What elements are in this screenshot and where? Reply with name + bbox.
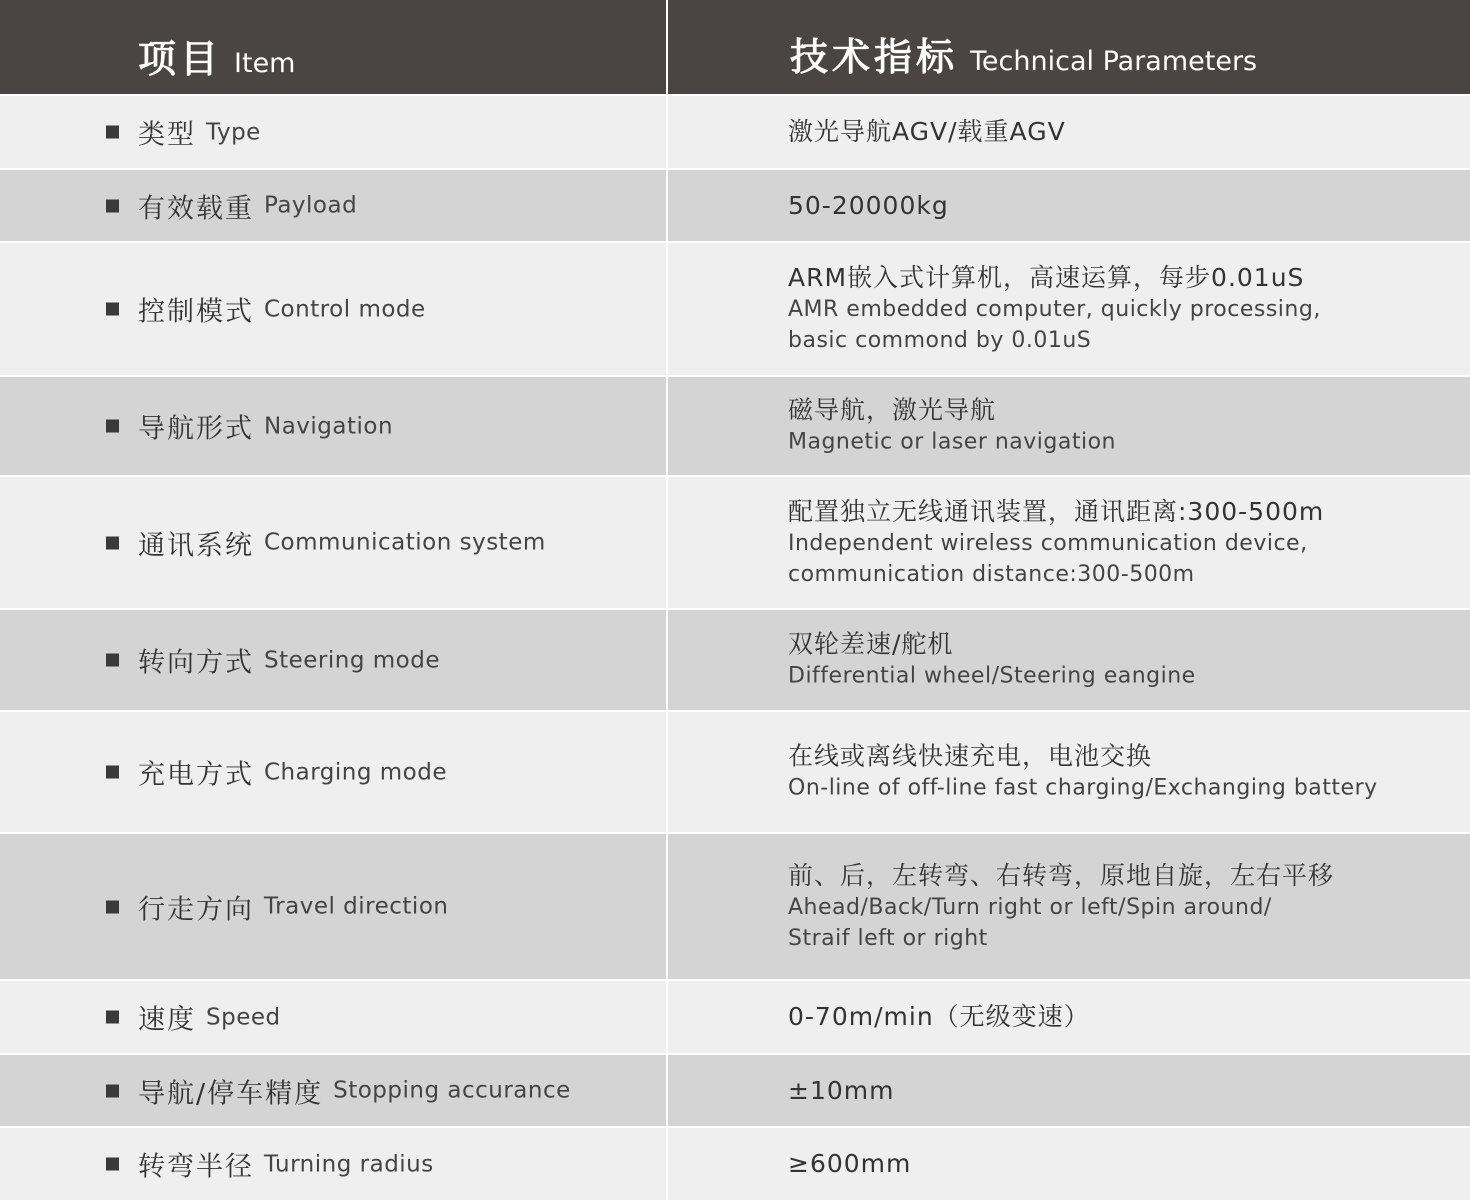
square-bullet-icon — [106, 1011, 119, 1024]
item-name-en: Payload — [264, 192, 358, 219]
square-bullet-icon — [106, 654, 119, 667]
item-label — [106, 113, 261, 152]
parameter-value — [788, 1075, 1458, 1107]
value-cell — [668, 170, 1470, 241]
item-label — [106, 407, 393, 446]
item-name-zh: 类型 — [138, 119, 196, 151]
square-bullet-icon — [106, 1084, 119, 1097]
value-cell — [668, 477, 1470, 608]
item-name-en: Navigation — [264, 413, 394, 439]
value-cell — [668, 1055, 1470, 1126]
value-line-main: 双轮差速/舵机 — [788, 629, 954, 659]
item-name-zh: 充电方式 — [138, 759, 254, 791]
value-cell — [668, 834, 1470, 979]
value-line-sub: On-line of off-line fast charging/Exchanging battery — [788, 775, 1378, 801]
table-row — [0, 1128, 1470, 1200]
value-line-main: 磁导航，激光导航 — [788, 395, 997, 425]
value-cell — [668, 377, 1470, 475]
table-row — [0, 243, 1470, 375]
value-cell — [668, 981, 1470, 1053]
table-row — [0, 96, 1470, 168]
item-name-zh: 导航/停车精度 — [138, 1078, 324, 1109]
value-line-sub: basic commond by 0.01uS — [788, 328, 1092, 353]
square-bullet-icon — [106, 420, 119, 433]
parameter-value — [788, 116, 1458, 148]
item-label — [106, 1071, 571, 1110]
item-name-en: Communication system — [264, 529, 546, 556]
header-param-title — [790, 26, 1257, 81]
value-line-sub: Magnetic or laser navigation — [788, 429, 1117, 455]
parameter-value — [788, 1001, 1458, 1033]
parameter-value — [788, 262, 1458, 356]
table-row — [0, 1055, 1470, 1126]
item-cell — [0, 377, 666, 475]
header-param-en: Technical Parameters — [970, 46, 1258, 77]
value-cell — [668, 610, 1470, 710]
item-cell — [0, 981, 666, 1053]
value-line-sub: Ahead/Back/Turn right or left/Spin around/ — [788, 894, 1272, 920]
value-line-main: 50-20000kg — [788, 190, 949, 220]
parameter-value — [788, 1148, 1458, 1180]
value-cell — [668, 712, 1470, 832]
header-param-zh: 技术指标 — [790, 35, 959, 79]
square-bullet-icon — [106, 126, 119, 139]
item-name-en: Stopping accurance — [333, 1077, 571, 1104]
parameter-value — [788, 741, 1458, 804]
item-label — [106, 887, 448, 926]
parameter-value — [788, 629, 1458, 692]
table-row — [0, 981, 1470, 1053]
item-name-en: Steering mode — [264, 647, 440, 673]
item-cell — [0, 1055, 666, 1126]
parameter-value — [788, 395, 1458, 458]
header-item-title — [138, 28, 295, 83]
value-line-sub: AMR embedded computer, quickly processing, — [788, 297, 1321, 322]
item-label — [106, 290, 426, 329]
square-bullet-icon — [106, 303, 119, 316]
item-name-zh: 转向方式 — [138, 647, 254, 679]
item-name-zh: 转弯半径 — [138, 1151, 254, 1183]
header-item-en: Item — [234, 48, 296, 79]
parameter-value — [788, 496, 1458, 590]
value-line-main: 0-70m/min（无级变速） — [788, 1002, 1090, 1031]
item-cell — [0, 170, 666, 241]
table-row — [0, 712, 1470, 832]
table-row — [0, 477, 1470, 608]
square-bullet-icon — [106, 766, 119, 779]
item-name-zh: 速度 — [138, 1004, 196, 1036]
item-name-en: Travel direction — [264, 893, 449, 920]
item-label — [106, 523, 546, 562]
value-line-main: ARM嵌入式计算机，高速运算，每步0.01uS — [788, 263, 1305, 292]
parameter-value — [788, 190, 1458, 222]
item-label — [106, 753, 447, 792]
item-name-en: Charging mode — [264, 759, 447, 785]
item-name-en: Speed — [206, 1004, 281, 1030]
item-cell — [0, 477, 666, 608]
value-line-main: 配置独立无线通讯装置，通讯距离:300-500m — [788, 496, 1325, 526]
item-name-en: Control mode — [264, 296, 426, 322]
value-line-main: 在线或离线快速充电，电池交换 — [788, 741, 1153, 771]
table-header — [0, 0, 1470, 94]
item-name-zh: 行走方向 — [138, 894, 254, 925]
table-row — [0, 377, 1470, 475]
value-line-main: 前、后，左转弯、右转弯，原地自旋，左右平移 — [788, 860, 1335, 890]
item-name-zh: 导航形式 — [138, 413, 254, 445]
square-bullet-icon — [106, 900, 119, 913]
value-cell — [668, 96, 1470, 168]
table-row — [0, 610, 1470, 710]
value-line-main: ±10mm — [788, 1075, 895, 1105]
header-item-cell — [0, 0, 666, 94]
header-param-cell — [668, 0, 1470, 94]
value-line-main: 激光导航AGV/载重AGV — [788, 117, 1066, 146]
value-line-sub: communication distance:300-500m — [788, 561, 1195, 587]
item-label — [106, 186, 357, 225]
item-cell — [0, 712, 666, 832]
item-label — [106, 641, 440, 680]
value-line-sub: Independent wireless communication device, — [788, 530, 1308, 556]
value-line-sub: Differential wheel/Steering eangine — [788, 663, 1196, 689]
item-label — [106, 1145, 434, 1184]
table-row — [0, 834, 1470, 979]
parameter-value — [788, 860, 1458, 954]
item-label — [106, 998, 281, 1037]
item-cell — [0, 243, 666, 375]
item-name-zh: 通讯系统 — [138, 530, 254, 561]
item-name-zh: 控制模式 — [138, 296, 254, 328]
item-name-zh: 有效载重 — [138, 193, 254, 224]
value-cell — [668, 1128, 1470, 1200]
square-bullet-icon — [106, 1158, 119, 1171]
table-row — [0, 170, 1470, 241]
item-cell — [0, 1128, 666, 1200]
value-line-sub: Straif left or right — [788, 925, 988, 951]
value-line-main: ≥600mm — [788, 1149, 912, 1178]
header-item-zh: 项目 — [138, 37, 223, 81]
item-cell — [0, 834, 666, 979]
item-name-en: Turning radius — [264, 1151, 434, 1177]
item-cell — [0, 610, 666, 710]
item-cell — [0, 96, 666, 168]
square-bullet-icon — [106, 536, 119, 549]
value-cell — [668, 243, 1470, 375]
item-name-en: Type — [206, 119, 261, 145]
square-bullet-icon — [106, 199, 119, 212]
